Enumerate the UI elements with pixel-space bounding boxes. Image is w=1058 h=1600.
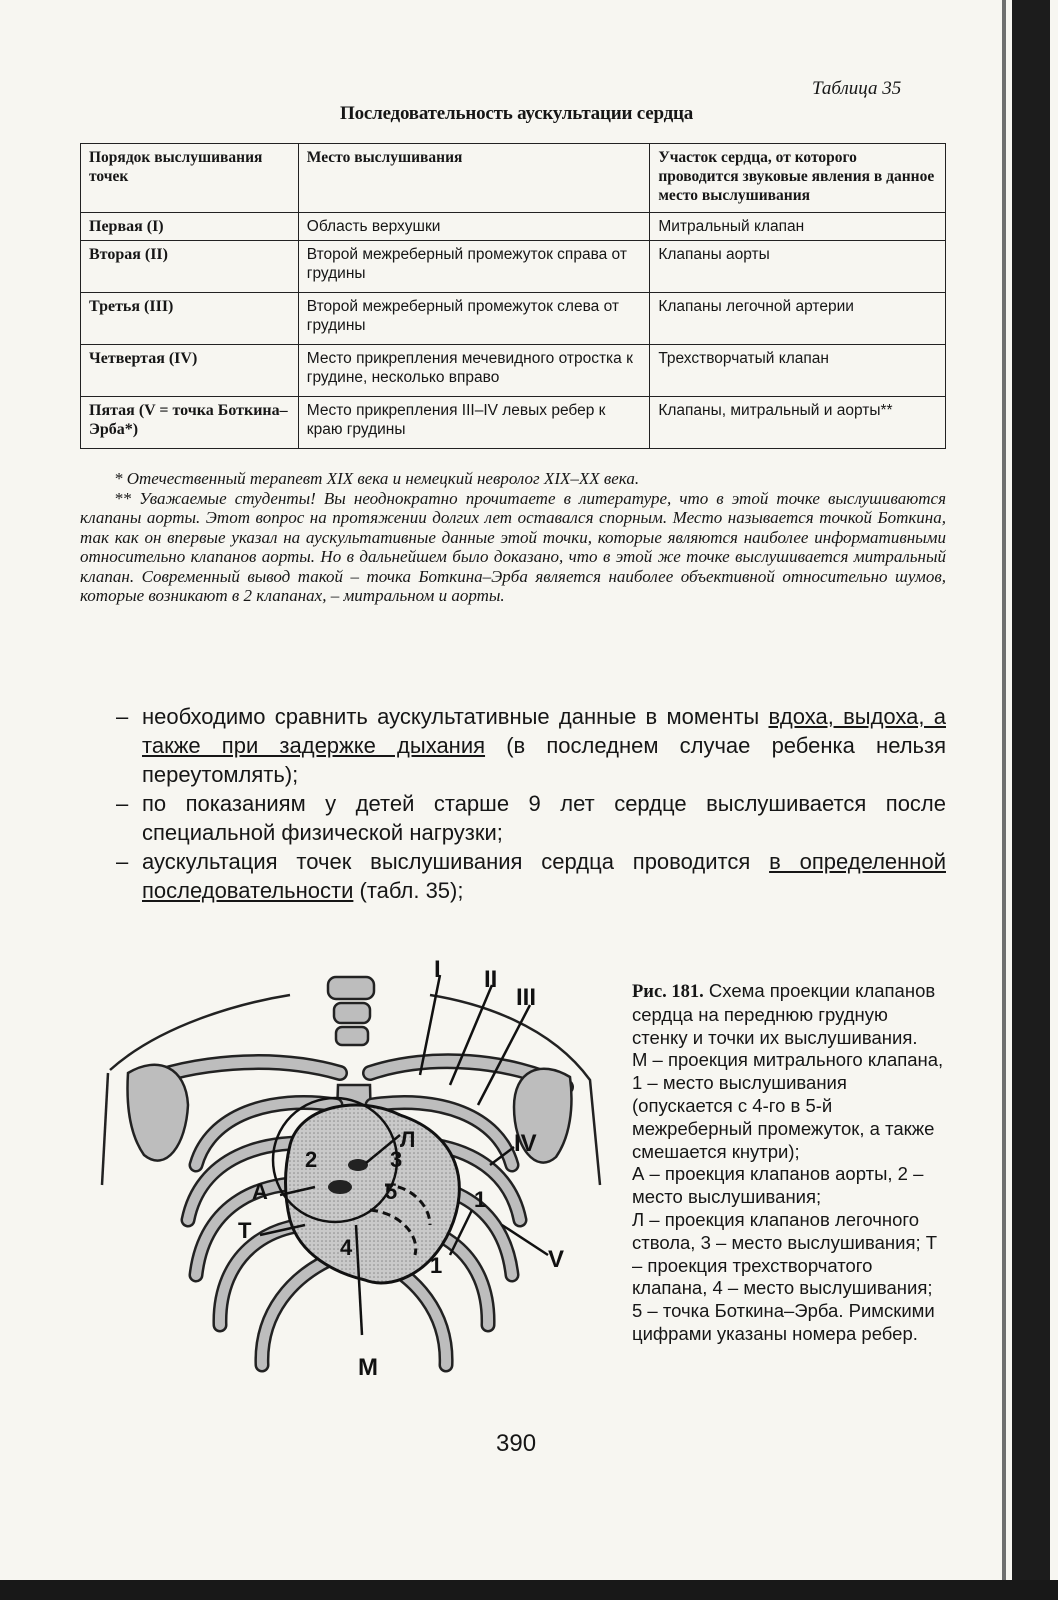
header-order: Порядок выслушивания точек [81, 144, 299, 213]
table-label: Таблица 35 [812, 78, 902, 99]
table-cell: Клапаны аорты [650, 241, 946, 293]
auscultation-table [80, 143, 946, 449]
table-row [81, 345, 946, 397]
caption-p3: Л – проекция клапанов легочного ствола, 3 – место выслушивания; Т – проекция трехстворчатого клапана, 4 – место выслушивания; 5 – точка Боткина–Эрба. Римскими цифрами указаны номера ребер. [632, 1208, 938, 1344]
rib-label-v: V [548, 1246, 565, 1273]
list-item: – аускультация точек выслушивания сердца проводится в определенной последовательности (табл. 35); [116, 849, 946, 903]
rib-label-iv: IV [514, 1130, 537, 1157]
footnote-1: * Отечественный терапевт XIX века и немецкий невролог XIX–XX века. [114, 469, 640, 488]
table-cell: Второй межреберный промежуток слева от грудины [298, 293, 650, 345]
table-cell: Трехстворчатый клапан [650, 345, 946, 397]
point-label-3: 3 [390, 1147, 403, 1172]
table-row [81, 397, 946, 449]
table-cell: Третья (III) [81, 293, 299, 345]
scan-edge-right [1012, 0, 1050, 1600]
table-header-row [81, 144, 946, 213]
table-row [81, 293, 946, 345]
chest-diagram [100, 955, 608, 1395]
scan-edge-bottom [0, 1580, 1058, 1600]
header-area: Участок сердца, от которого проводится звуковые явления в данное место выслушивания [650, 144, 946, 213]
label-aorta: А [252, 1179, 268, 1204]
point-label-5: 5 [385, 1179, 398, 1204]
point-label-1: 1 [474, 1187, 487, 1212]
label-tricuspid: Т [238, 1218, 252, 1243]
dash-marker: – [116, 704, 129, 729]
figure-caption [632, 980, 946, 1346]
point-label-1-lower: 1 [430, 1253, 443, 1278]
table-cell: Первая (I) [81, 213, 299, 241]
recommendation-list [110, 702, 946, 905]
footnote-2: ** Уважаемые студенты! Вы неоднократно прочитаете в литературе, что в этой точке выслушиваются клапаны аорты. Этот вопрос на протяжении долгих лет оставался спорным. Место называется точкой Боткина, так как он впервые указал на аускультативные данные этой точки, которые являются наиболее информативными относительно клапанов аорты. Но в дальнейшем было доказано, что в этой же точке выслушивается митральный клапан. Современный вывод такой – точка Боткина–Эрба является наиболее объективной относительно шумов, которые возникают в 2 клапанах, – митральном и аорты. [80, 488, 946, 605]
dash-marker: – [116, 849, 129, 874]
underlined-text: в определенной последовательности [142, 849, 946, 903]
page-number: 390 [496, 1430, 537, 1457]
caption-label: Рис. 181. [632, 982, 704, 1002]
underlined-text: вдоха, выдоха, а также при задержке дыхания [142, 704, 946, 758]
label-mitral: М [358, 1354, 378, 1381]
table-cell: Область верхушки [298, 213, 650, 241]
list-item: – по показаниям у детей старше 9 лет сердце выслушивается после специальной физической нагрузки; [116, 791, 946, 845]
caption-p1: М – проекция митрального клапана, 1 – место выслушивания (опускается с 4-го в 5-й межреберный промежуток, а также смешается кнутри); [632, 1049, 944, 1162]
label-pulmonary: Л [400, 1127, 416, 1152]
table-row [81, 241, 946, 293]
rib-label-ii: II [484, 966, 498, 993]
list-item: – необходимо сравнить аускультативные данные в моменты вдоха, выдоха, а также при задержке дыхания (в последнем случае ребенка нельзя переутомлять); [116, 704, 947, 787]
caption-title: Рис. 181. Схема проекции клапанов сердца на переднюю грудную стенку и точки их выслушивания. [632, 980, 936, 1048]
table-cell: Митральный клапан [650, 213, 946, 241]
point-label-4: 4 [340, 1235, 353, 1260]
table-cell: Пятая (V = точка Боткина–Эрба*) [81, 397, 299, 449]
table-cell: Четвертая (IV) [81, 345, 299, 397]
caption-p2: А – проекция клапанов аорты, 2 – место выслушивания; [632, 1163, 924, 1208]
point-label-2: 2 [305, 1147, 318, 1172]
rib-label-i: I [434, 956, 441, 983]
table-cell: Место прикрепления мечевидного отростка к грудине, несколько вправо [298, 345, 650, 397]
table-cell: Второй межреберный промежуток справа от грудины [298, 241, 650, 293]
table-cell: Вторая (II) [81, 241, 299, 293]
footnotes [80, 469, 946, 606]
table-title: Последовательность аускультации сердца [340, 103, 694, 124]
table-cell: Место прикрепления III–IV левых ребер к краю грудины [298, 397, 650, 449]
header-place: Место выслушивания [298, 144, 650, 213]
table-cell: Клапаны легочной артерии [650, 293, 946, 345]
heart-valves-figure [100, 955, 608, 1395]
rib-label-iii: III [516, 984, 537, 1011]
table-cell: Клапаны, митральный и аорты** [650, 397, 946, 449]
table-row [81, 213, 946, 241]
dash-marker: – [116, 791, 129, 816]
